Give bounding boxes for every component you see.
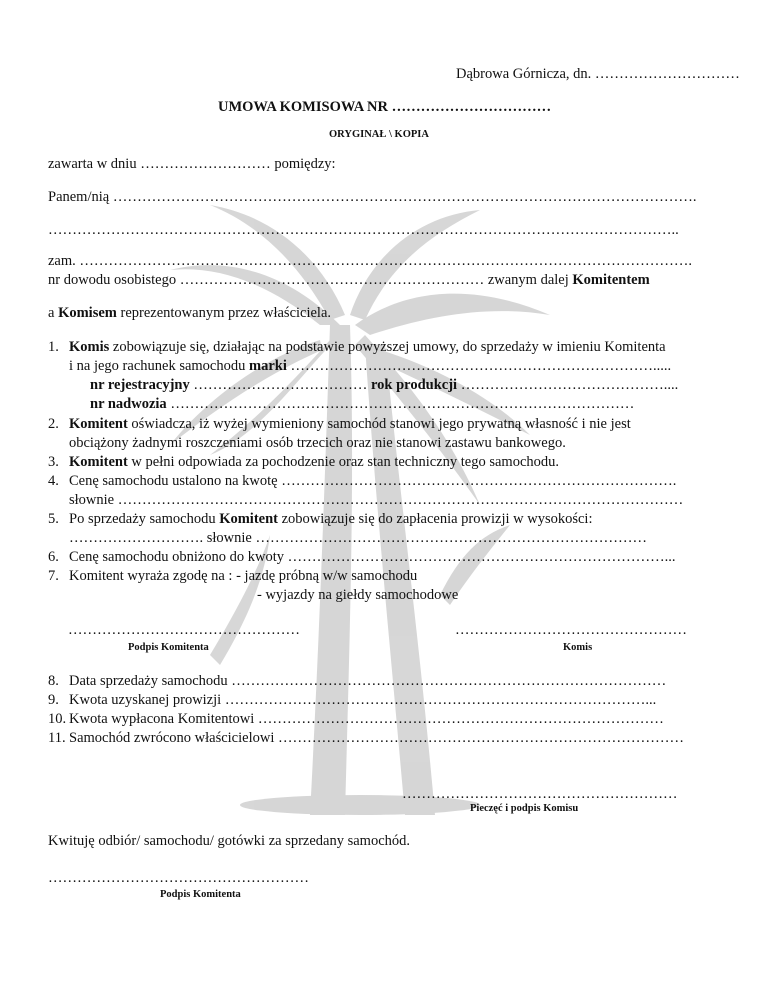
stamp-label: Pieczęć i podpis Komisu (470, 803, 579, 814)
item-4-line1: Cenę samochodu ustalono na kwotę ………………………………………………………………………. (69, 473, 677, 489)
item-1-reg-label: nr rejestracyjny (90, 377, 190, 393)
item-5-line2: ………………………. słownie ……………………………………………………………………… (69, 530, 647, 546)
item-1-number: 1. (48, 339, 59, 355)
address-line: zam. ………………………………………………………………………………………………………………. (48, 253, 693, 269)
item-9-number: 9. (48, 692, 59, 708)
id-line (48, 272, 650, 289)
item-1-vin-dots: …………………………………………………………………………………… (166, 396, 635, 412)
item-3-bold: Komitent (69, 454, 128, 470)
item-7-line2: - wyjazdy na giełdy samochodowe (257, 587, 459, 603)
komitent-signature-label: Podpis Komitenta (128, 642, 209, 653)
contract-title: UMOWA KOMISOWA NR …………………………… (218, 99, 552, 115)
item-1-bold: Komis (69, 339, 110, 355)
item-1-line2-suffix: …………………………………………………………………..... (286, 358, 672, 374)
item-1-reg-dots: ……………………………… (189, 377, 371, 393)
item-4-number: 4. (48, 473, 59, 489)
date-line: zawarta w dniu ……………………… pomiędzy: (48, 156, 336, 172)
item-1-year-dots: …………………………………….... (457, 377, 679, 393)
numbered-items (48, 338, 738, 628)
item-3-number: 3. (48, 454, 59, 470)
receipt-text: Kwituję odbiór/ samochodu/ gotówki za sprzedany samochód. (48, 833, 411, 849)
item-2-number: 2. (48, 416, 59, 432)
item-1-line3 (90, 376, 678, 396)
komis-signature-label: Komis (563, 642, 593, 653)
original-copy-label: ORYGINAŁ \ KOPIA (329, 129, 429, 140)
item-4-line2: słownie ……………………………………………………………………………………………………… (69, 492, 684, 508)
item-6-line1: Cenę samochodu obniżono do kwoty ……………………………………………………………………... (69, 549, 676, 565)
komis-signature-dots: ………………………………………… (455, 622, 687, 638)
item-5-bold: Komitent (219, 511, 278, 527)
item-7-number: 7. (48, 568, 59, 584)
item-1-year-label: rok produkcji (370, 377, 458, 393)
item-10-line: Kwota wypłacona Komitentowi ………………………………………………………………………… (69, 711, 664, 727)
item-6-number: 6. (48, 549, 59, 565)
item-5-number: 5. (48, 511, 59, 527)
item-1-line4 (90, 395, 634, 415)
id-prefix: nr dowodu osobistego ……………………………………………………… zwanym dalej (48, 272, 573, 288)
komitent-signature-dots: ………………………………………… (68, 622, 300, 638)
party-line: Panem/nią …………………………………………………………………………………………………………. (48, 189, 697, 205)
item-8-number: 8. (48, 673, 59, 689)
receipt-signature-label: Podpis Komitenta (160, 889, 241, 900)
item-1-line1 (69, 338, 666, 358)
id-bold: Komitentem (572, 272, 650, 288)
item-8-line: Data sprzedaży samochodu ……………………………………………………………………………… (69, 673, 667, 689)
komis-prefix: a (48, 305, 59, 321)
stamp-dots: ………………………………………………… (402, 786, 678, 802)
komis-suffix: reprezentowanym przez właściciela. (116, 305, 332, 321)
item-3-line1 (69, 453, 559, 473)
item-1-vin-label: nr nadwozia (90, 396, 167, 412)
item-1-line2 (69, 357, 671, 377)
contract-page (48, 0, 738, 994)
item-2-bold: Komitent (69, 416, 128, 432)
komis-line (48, 305, 331, 322)
item-5-prefix: Po sprzedaży samochodu (69, 511, 220, 527)
item-2-line1 (69, 415, 631, 435)
item-10-number: 10. (48, 711, 67, 727)
item-3-text: w pełni odpowiada za pochodzenie oraz stan techniczny tego samochodu. (127, 454, 560, 470)
place-date: Dąbrowa Górnicza, dn. ………………………… (456, 66, 740, 82)
item-1-text: zobowiązuje się, działając na podstawie powyższej umowy, do sprzedaży w imieniu Komitenta (109, 339, 666, 355)
item-2-text: oświadcza, iż wyżej wymieniony samochód stanowi jego prywatną własność i nie jest (127, 416, 631, 432)
item-11-number: 11. (48, 730, 66, 746)
blank-line: ………………………………………………………………………………………………………………….. (48, 222, 679, 238)
item-1-marki: marki (248, 358, 287, 374)
numbered-items-2 (48, 672, 738, 752)
komis-bold: Komisem (58, 305, 117, 321)
receipt-signature-dots: ……………………………………………… (48, 870, 309, 886)
item-11-line: Samochód zwrócono właścicielowi ………………………………………………………………………… (69, 730, 684, 746)
item-5-text: zobowiązuje się do zapłacenia prowizji w wysokości: (278, 511, 593, 527)
item-1-line2-prefix: i na jego rachunek samochodu (69, 358, 249, 374)
item-7-line1: Komitent wyraża zgodę na : - jazdę próbną w/w samochodu (69, 568, 418, 584)
item-2-line2: obciążony żadnymi roszczeniami osób trzecich oraz nie stanowi zastawu bankowego. (69, 435, 566, 451)
item-5-line1 (69, 510, 592, 530)
item-9-line: Kwota uzyskanej prowizji ……………………………………………………………………………... (69, 692, 657, 708)
